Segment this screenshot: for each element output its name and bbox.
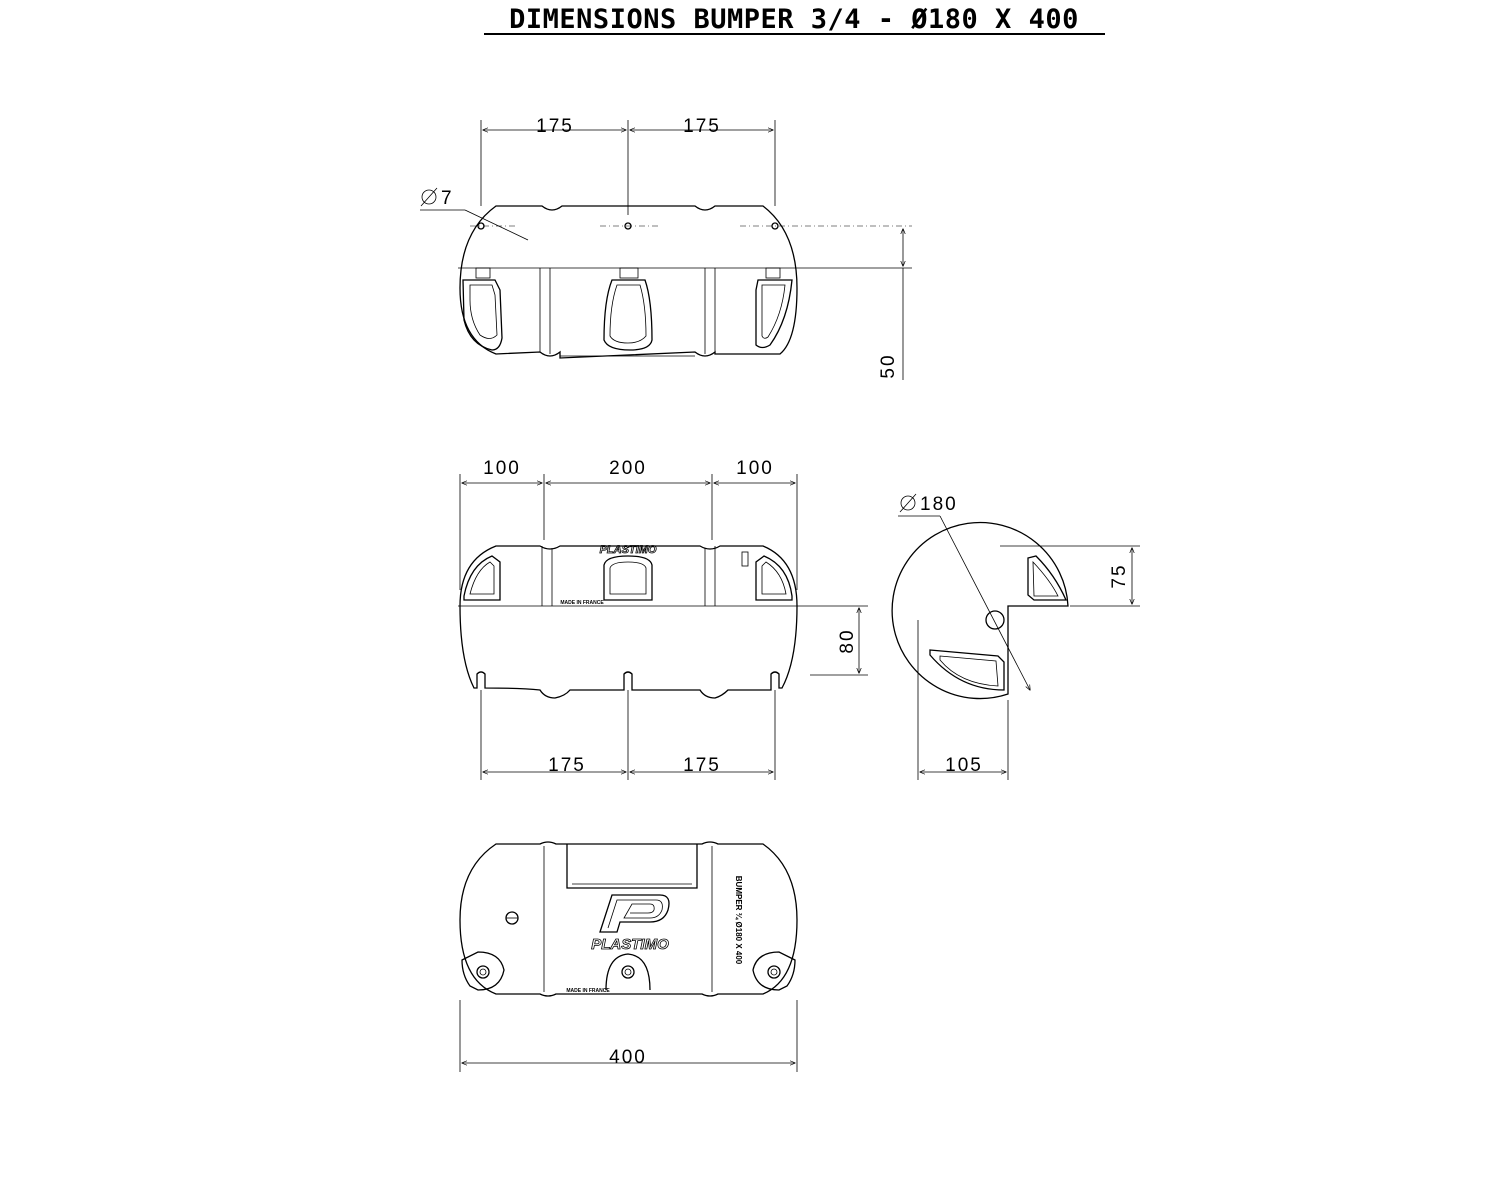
- dim-front-a: 100: [483, 458, 521, 479]
- dim-top-right: 175: [683, 116, 721, 137]
- rear-view-center-hole: [622, 966, 634, 978]
- rear-view-right-boss: [753, 952, 795, 990]
- dim-top-left: 175: [536, 116, 574, 137]
- rear-view: [460, 842, 797, 1072]
- drawing-title: DIMENSIONS BUMPER 3/4 - Ø180 X 400: [509, 4, 1079, 35]
- rear-view-left-boss: [462, 952, 504, 990]
- dim-front-b: 200: [609, 458, 647, 479]
- leader-line: [465, 210, 528, 240]
- section-view: [892, 494, 1140, 780]
- diameter-symbol-icon: [421, 188, 437, 206]
- dim-rear-total-width: 400: [609, 1047, 647, 1068]
- front-view: [458, 458, 868, 780]
- front-view-label-plate: [742, 552, 748, 566]
- top-view-left-handle-inner: [470, 285, 497, 339]
- rear-view-model-label: BUMPER ¾ Ø180 X 400: [734, 875, 743, 965]
- dim-front-c: 100: [736, 458, 774, 479]
- front-view-lower-body: [460, 606, 797, 698]
- top-view-right-handle-inner: [762, 285, 785, 338]
- dim-top-side-height: 50: [878, 353, 899, 379]
- front-view-left-handle-inner: [470, 562, 494, 594]
- section-bore: [986, 611, 1004, 629]
- rear-view-logo: PLASTIMO: [591, 936, 669, 953]
- front-view-center-handle: [604, 556, 652, 600]
- dim-section-diameter: 180: [920, 494, 958, 515]
- front-view-made-in: MADE IN FRANCE: [560, 600, 604, 606]
- rear-view-made-in: MADE IN FRANCE: [566, 988, 610, 994]
- rear-view-body: [460, 842, 797, 996]
- rear-view-right-hole-inner: [771, 969, 777, 975]
- dim-front-bottom-right: 175: [683, 755, 721, 776]
- rear-view-right-hole: [768, 966, 780, 978]
- rear-view-top-panel: [567, 844, 697, 888]
- front-view-logo: PLASTIMO: [599, 544, 657, 556]
- top-view-clip: [766, 268, 780, 278]
- front-view-center-handle-inner: [610, 562, 646, 594]
- dim-hole-diameter: 7: [441, 188, 454, 209]
- plastimo-logo-icon: [600, 895, 669, 932]
- dim-section-width: 105: [945, 755, 983, 776]
- rear-view-center-boss: [606, 954, 650, 990]
- rear-view-left-hole-inner: [480, 969, 486, 975]
- top-view: [420, 116, 912, 380]
- diameter-symbol-icon: [900, 494, 916, 512]
- rear-view-left-hole: [477, 966, 489, 978]
- top-view-clip: [620, 268, 638, 278]
- dim-front-side-height: 80: [837, 628, 858, 654]
- top-view-clip: [476, 268, 490, 278]
- leader-line: [940, 516, 1030, 690]
- top-view-center-handle-inner: [610, 285, 646, 343]
- section-profile: [892, 523, 1068, 699]
- front-view-left-handle: [464, 556, 500, 600]
- front-view-right-handle: [756, 556, 792, 600]
- top-view-right-handle: [756, 280, 792, 348]
- front-view-right-handle-inner: [762, 562, 786, 594]
- dim-front-bottom-left: 175: [548, 755, 586, 776]
- section-handle-bottom-inner: [940, 656, 998, 686]
- dim-section-height: 75: [1109, 563, 1130, 589]
- rear-view-center-hole-inner: [625, 969, 631, 975]
